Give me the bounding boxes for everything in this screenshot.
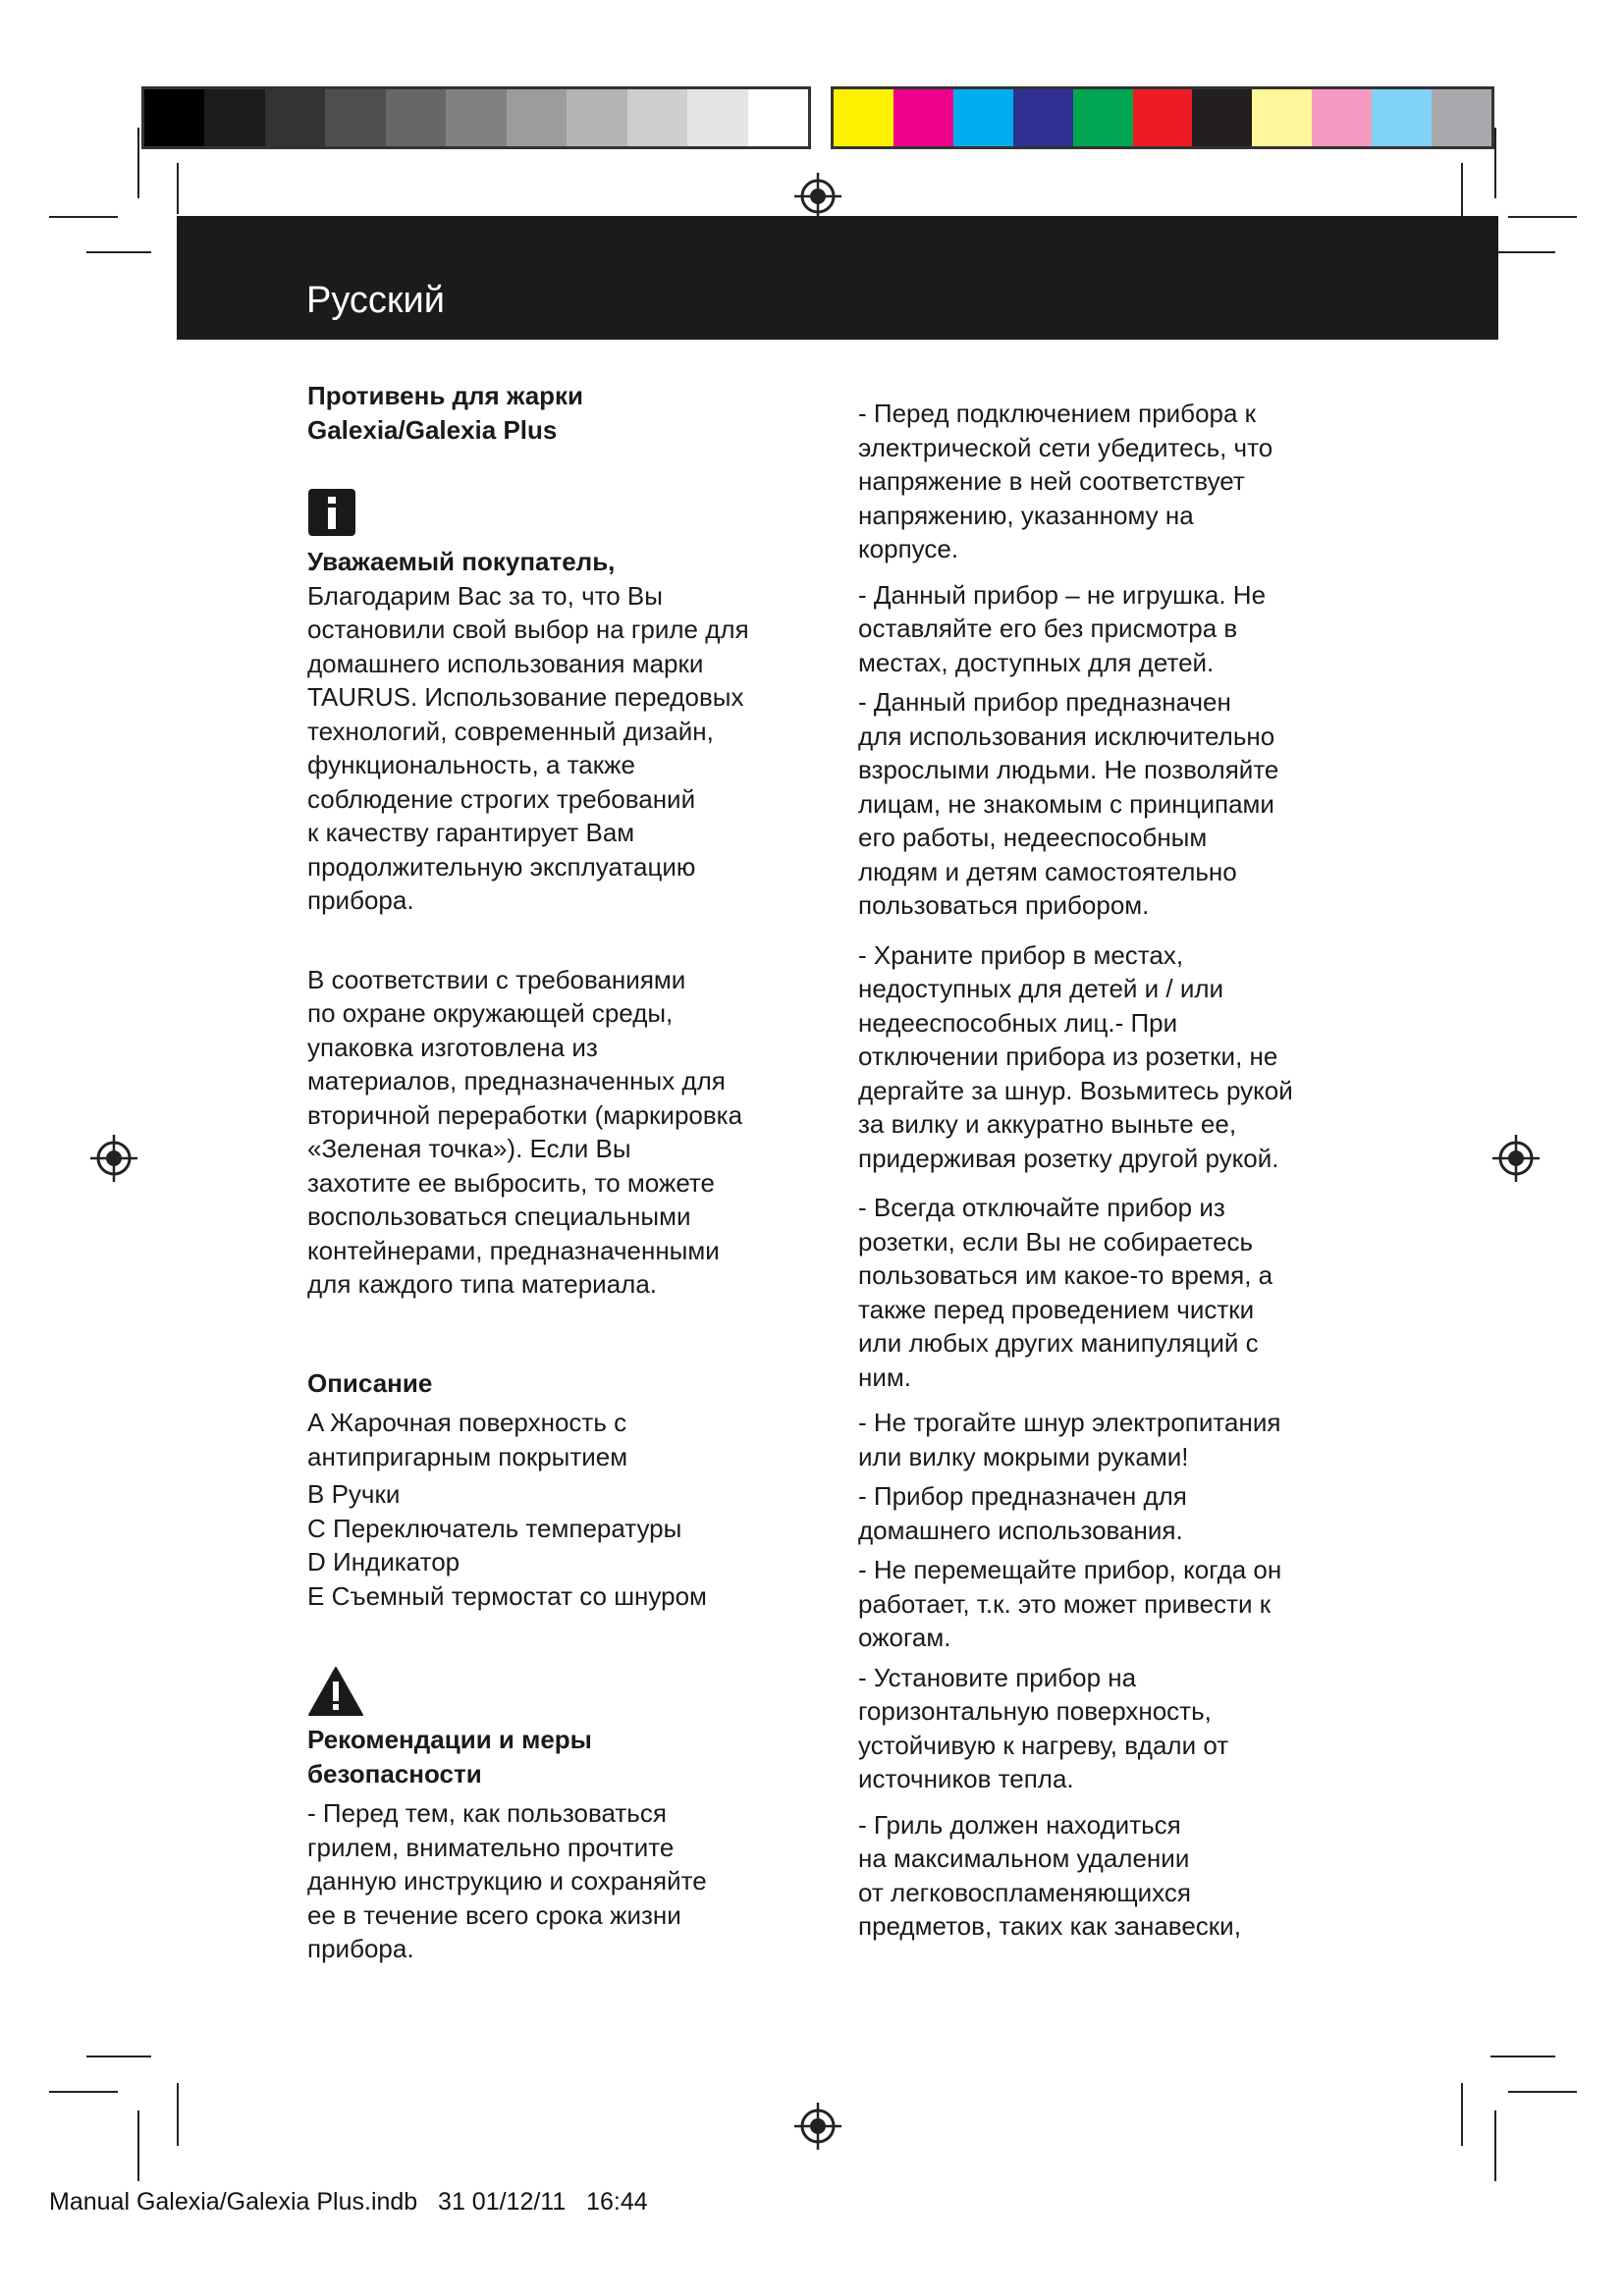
gray-swatch (507, 89, 567, 146)
safety-paragraph: - Гриль должен находиться на максимальном удалении от легковоспламеняющихся предметов, таких как занавески, (858, 1809, 1241, 1941)
warning-icon (307, 1666, 364, 1717)
process-color-bar (831, 86, 1494, 149)
gray-swatch (325, 89, 385, 146)
color-swatch (1013, 89, 1073, 146)
gray-swatch (204, 89, 264, 146)
safety-intro: - Перед тем, как пользоваться грилем, внимательно прочтите данную инструкцию и сохраняйте ее в течение всего срока жизни прибора. (307, 1798, 707, 1963)
crop-mark (177, 2083, 179, 2146)
description-heading: Описание (307, 1367, 433, 1398)
gray-swatch (446, 89, 506, 146)
gray-swatch (627, 89, 687, 146)
safety-paragraph: - Не перемещайте прибор, когда он работает, т.к. это может привести к ожогам. (858, 1555, 1282, 1652)
language-title: Русский (306, 280, 445, 321)
info-icon (307, 488, 356, 537)
crop-mark (1490, 2056, 1555, 2057)
right-column (858, 397, 1369, 1944)
safety-heading: Рекомендации и меры безопасности (307, 1725, 592, 1789)
description-item: C Переключатель температуры (307, 1513, 682, 1543)
safety-paragraph: - Всегда отключайте прибор из розетки, если Вы не собираетесь пользоваться им какое-то время, а также перед проведением чистки или любых других манипуляций с ним. (858, 1193, 1273, 1392)
crop-mark (86, 2056, 151, 2057)
safety-paragraph: - Перед подключением прибора к электрической сети убедитесь, что напряжение в ней соответствует напряжению, указанному на корпусе. (858, 399, 1273, 563)
color-swatch (1252, 89, 1312, 146)
color-swatch (1312, 89, 1372, 146)
environment-text: В соответствии с требованиями по охране окружающей среды, упаковка изготовлена из материалов, предназначенных для вторичной переработки (маркировка «Зеленая точка»). Если Вы захотите ее выбросить, то можете воспользоваться специальными контейнерами, предназначенными для каждого типа материала. (307, 964, 743, 1299)
registration-mark-icon (792, 2101, 843, 2152)
print-slug: Manual Galexia/Galexia Plus.indb 31 01/12/11 16:44 (49, 2188, 648, 2216)
greeting-text: Благодарим Вас за то, что Вы остановили свой выбор на гриле для домашнего использования марки TAURUS. Использование передовых технологий, современный дизайн, функциональность, а также соблюдение строгих требований к качеству гарантирует Вам продолжительную эксплуатацию прибора. (307, 580, 749, 915)
description-item: E Съемный термостат со шнуром (307, 1580, 707, 1611)
gray-swatch (265, 89, 325, 146)
description-item: B Ручки (307, 1479, 401, 1509)
safety-paragraph: - Прибор предназначен для домашнего использования. (858, 1481, 1187, 1545)
registration-mark-icon (1490, 1133, 1542, 1184)
product-title: Противень для жарки Galexia/Galexia Plus (307, 381, 584, 445)
crop-mark (49, 216, 118, 218)
color-swatch (1192, 89, 1252, 146)
color-swatch (1372, 89, 1432, 146)
gray-swatch (567, 89, 626, 146)
crop-mark (1494, 128, 1496, 198)
gray-swatch (386, 89, 446, 146)
crop-mark (1508, 216, 1577, 218)
safety-paragraph: - Данный прибор – не игрушка. Не оставляйте его без присмотра в местах, доступных для детей. (858, 579, 1267, 677)
gray-swatch (748, 89, 808, 146)
crop-mark (137, 128, 139, 198)
color-swatch (1432, 89, 1491, 146)
crop-mark (1494, 2110, 1496, 2181)
grayscale-color-bar (141, 86, 811, 149)
description-item: A Жарочная поверхность с антипригарным покрытием (307, 1408, 628, 1471)
safety-paragraph: - Установите прибор на горизонтальную поверхность, устойчивую к нагреву, вдали от источников тепла. (858, 1662, 1229, 1793)
color-swatch (1073, 89, 1133, 146)
left-column (307, 379, 818, 1966)
safety-paragraph: - Не трогайте шнур электропитания или вилку мокрыми руками! (858, 1408, 1281, 1471)
crop-mark (1490, 251, 1555, 253)
gray-swatch (144, 89, 204, 146)
crop-mark (137, 2110, 139, 2181)
crop-mark (49, 2091, 118, 2093)
gray-swatch (687, 89, 747, 146)
description-item: D Индикатор (307, 1547, 460, 1576)
color-swatch (834, 89, 893, 146)
crop-mark (1508, 2091, 1577, 2093)
registration-mark-icon (792, 171, 843, 222)
crop-mark (86, 251, 151, 253)
description-list (307, 1406, 818, 1613)
safety-paragraph: - Данный прибор предназначен для использования исключительно взрослыми людьми. Не позволяйте лицам, не знакомым с принципами его работы, недееспособным людям и детям самостоятельно пользоваться прибором. (858, 687, 1279, 920)
color-swatch (953, 89, 1013, 146)
crop-mark (177, 163, 179, 214)
greeting-heading: Уважаемый покупатель, (307, 547, 616, 576)
color-swatch (893, 89, 953, 146)
crop-mark (1461, 2083, 1463, 2146)
safety-paragraph: - Храните прибор в местах, недоступных для детей и / или недееспособных лиц.- При отключении прибора из розетки, не дергайте за шнур. Возьмитесь рукой за вилку и аккуратно выньте ее, придерживая розетку другой рукой. (858, 939, 1293, 1173)
registration-mark-icon (88, 1133, 139, 1184)
color-swatch (1133, 89, 1193, 146)
